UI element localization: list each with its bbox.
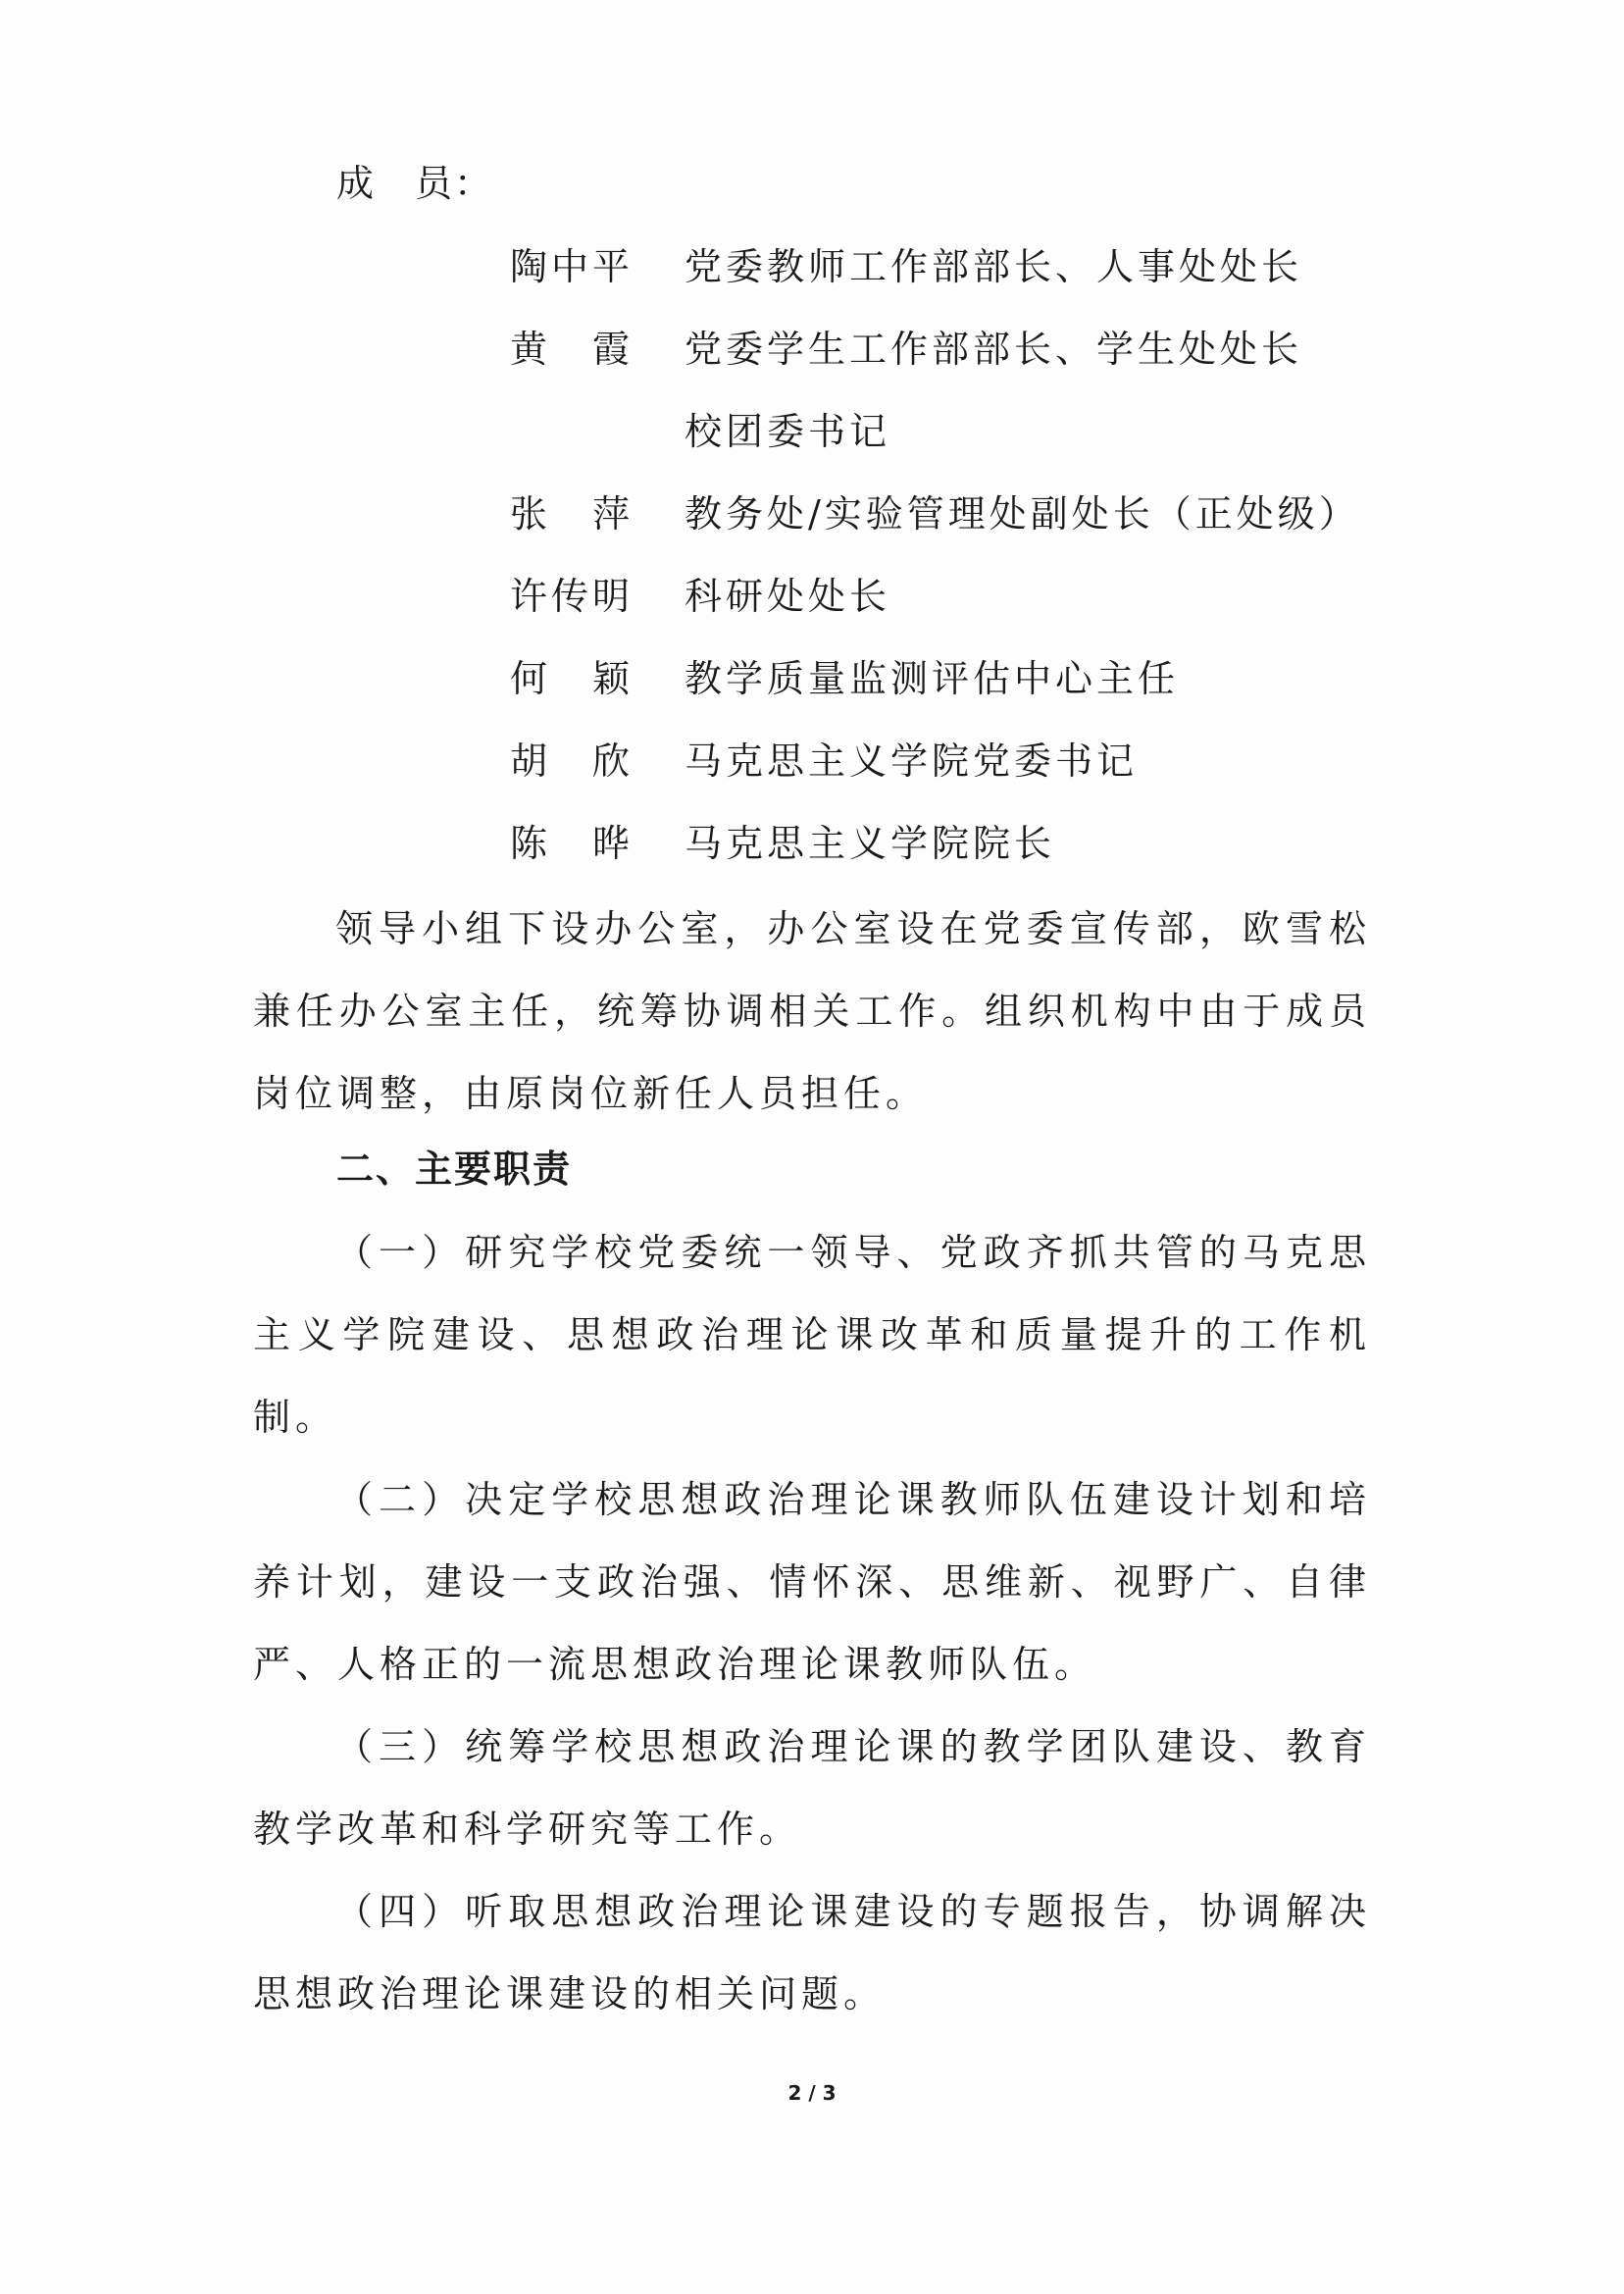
member-name: 黄 霞: [510, 328, 634, 371]
members-label-char-1: 成: [336, 162, 377, 205]
member-title: 校团委书记: [685, 410, 891, 453]
member-title: 教务处/实验管理处副处长（正处级）: [685, 492, 1360, 535]
members-label: [336, 157, 493, 210]
member-title: 马克思主义学院党委书记: [685, 739, 1139, 783]
page-number: 2 / 3: [787, 2081, 837, 2105]
member-name: 陶中平: [510, 245, 634, 288]
member-name: 胡 欣: [510, 739, 634, 783]
member-name: 许传明: [510, 575, 634, 618]
member-title: 党委学生工作部部长、学生处处长: [685, 328, 1303, 371]
member-name: 陈 晔: [510, 822, 634, 865]
member-title: 科研处处长: [685, 575, 891, 618]
duty-paragraph: （一）研究学校党委统一领导、党政齐抓共管的马克思主义学院建设、思想政治理论课改革和质量提升的工作机制。: [253, 1231, 1371, 1439]
duty-paragraph: （四）听取思想政治理论课建设的专题报告，协调解决思想政治理论课建设的相关问题。: [253, 1890, 1371, 2015]
member-name: 何 颖: [510, 657, 634, 700]
section-heading: 二、主要职责: [336, 1147, 573, 1191]
members-label-char-2: 员：: [415, 162, 494, 205]
office-paragraph: 领导小组下设办公室，办公室设在党委宣传部，欧雪松兼任办公室主任，统筹协调相关工作。组织机构中由于成员岗位调整，由原岗位新任人员担任。: [253, 907, 1371, 1115]
member-title: 教学质量监测评估中心主任: [685, 657, 1180, 700]
member-title: 党委教师工作部部长、人事处处长: [685, 245, 1303, 288]
duty-paragraph: （三）统筹学校思想政治理论课的教学团队建设、教育教学改革和科学研究等工作。: [253, 1725, 1371, 1851]
duty-paragraph: （二）决定学校思想政治理论课教师队伍建设计划和培养计划，建设一支政治强、情怀深、思维新、视野广、自律严、人格正的一流思想政治理论课教师队伍。: [253, 1478, 1371, 1686]
member-title: 马克思主义学院院长: [685, 822, 1056, 865]
member-name: 张 萍: [510, 492, 634, 535]
